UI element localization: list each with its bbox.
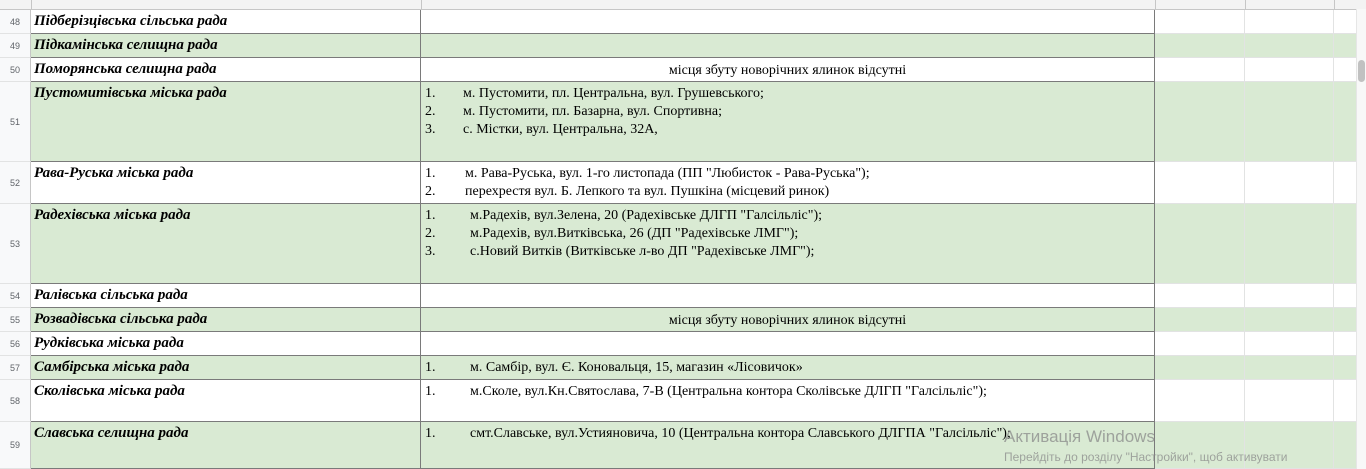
list-item bbox=[421, 183, 1154, 201]
item-text: смт.Славське, вул.Устияновича, 10 (Центральна контора Славського ДЛГПА "Галсільліс"); bbox=[470, 426, 1011, 441]
column-divider[interactable] bbox=[1334, 0, 1335, 9]
empty-cell[interactable] bbox=[1155, 356, 1245, 380]
council-name-cell[interactable] bbox=[31, 82, 421, 162]
locations-cell[interactable] bbox=[421, 10, 1155, 34]
item-number: 1. bbox=[425, 86, 436, 101]
row-number[interactable]: 50 bbox=[0, 58, 31, 82]
empty-cell[interactable] bbox=[1245, 34, 1334, 58]
item-text: м.Сколе, вул.Кн.Святослава, 7-В (Центральна контора Сколівське ДЛГП "Галсільліс"); bbox=[470, 384, 987, 399]
scrollbar-thumb[interactable] bbox=[1358, 60, 1365, 82]
empty-cell[interactable] bbox=[1155, 332, 1245, 356]
council-name: Розвадівська сільська рада bbox=[34, 311, 208, 327]
locations-cell[interactable] bbox=[421, 356, 1155, 380]
item-text: с. Містки, вул. Центральна, 32А, bbox=[463, 122, 658, 137]
locations-cell[interactable] bbox=[421, 162, 1155, 204]
item-text: с.Новий Витків (Витківське л-во ДП "Радехівське ЛМГ"); bbox=[470, 244, 815, 259]
item-number: 1. bbox=[425, 426, 436, 441]
table-row bbox=[31, 332, 1356, 356]
table-row bbox=[31, 356, 1356, 380]
row-number[interactable]: 53 bbox=[0, 204, 31, 284]
empty-cell[interactable] bbox=[1245, 308, 1334, 332]
column-header-bar bbox=[0, 0, 1366, 10]
council-name: Самбірська міська рада bbox=[34, 359, 190, 375]
council-name-cell[interactable] bbox=[31, 356, 421, 380]
item-number: 3. bbox=[425, 244, 436, 259]
row-number[interactable]: 51 bbox=[0, 82, 31, 162]
council-name-cell[interactable] bbox=[31, 58, 421, 82]
item-number: 3. bbox=[425, 122, 436, 137]
council-name-cell[interactable] bbox=[31, 284, 421, 308]
item-text: перехрестя вул. Б. Лепкого та вул. Пушкіна (місцевий ринок) bbox=[465, 184, 830, 199]
item-text: м. Пустомити, пл. Базарна, вул. Спортивна; bbox=[463, 104, 722, 119]
empty-cell[interactable] bbox=[1334, 58, 1356, 82]
locations-cell[interactable] bbox=[421, 380, 1155, 422]
row-number[interactable]: 49 bbox=[0, 34, 31, 58]
empty-cell[interactable] bbox=[1155, 284, 1245, 308]
empty-cell[interactable] bbox=[1245, 58, 1334, 82]
list-item bbox=[421, 359, 1154, 377]
list-item bbox=[421, 225, 1154, 243]
list-item bbox=[421, 103, 1154, 121]
column-divider[interactable] bbox=[1155, 0, 1156, 9]
item-text: м.Радехів, вул.Витківська, 26 (ДП "Радехівське ЛМГ"); bbox=[470, 226, 799, 241]
empty-cell[interactable] bbox=[1334, 204, 1356, 284]
empty-cell[interactable] bbox=[1334, 82, 1356, 162]
table-row bbox=[31, 82, 1356, 162]
location-list bbox=[421, 380, 1154, 401]
council-name: Сколівська міська рада bbox=[34, 383, 185, 399]
table-row bbox=[31, 10, 1356, 34]
empty-cell[interactable] bbox=[1245, 356, 1334, 380]
list-item bbox=[421, 121, 1154, 139]
row-number[interactable]: 57 bbox=[0, 356, 31, 380]
empty-cell[interactable] bbox=[1155, 380, 1245, 422]
council-name: Поморянська селищна рада bbox=[34, 61, 217, 77]
council-name: Пустомитівська міська рада bbox=[34, 85, 227, 101]
council-name: Підкамінська селищна рада bbox=[34, 37, 218, 53]
council-name: Підберізцівська сільська рада bbox=[34, 13, 228, 29]
list-item bbox=[421, 165, 1154, 183]
empty-cell[interactable] bbox=[1155, 34, 1245, 58]
council-name-cell[interactable] bbox=[31, 10, 421, 34]
table-row bbox=[31, 308, 1356, 332]
row-number[interactable]: 56 bbox=[0, 332, 31, 356]
locations-cell[interactable] bbox=[421, 82, 1155, 162]
empty-cell[interactable] bbox=[1334, 284, 1356, 308]
item-number: 1. bbox=[425, 166, 436, 181]
empty-cell[interactable] bbox=[1334, 10, 1356, 34]
empty-cell[interactable] bbox=[1245, 204, 1334, 284]
empty-cell[interactable] bbox=[1245, 380, 1334, 422]
table-row bbox=[31, 204, 1356, 284]
table-row bbox=[31, 34, 1356, 58]
table-row bbox=[31, 380, 1356, 422]
table-row bbox=[31, 58, 1356, 82]
item-number: 2. bbox=[425, 184, 436, 199]
empty-cell[interactable] bbox=[1155, 204, 1245, 284]
locations-cell[interactable] bbox=[421, 308, 1155, 332]
empty-cell[interactable] bbox=[1155, 162, 1245, 204]
list-item bbox=[421, 243, 1154, 261]
location-list bbox=[421, 82, 1154, 139]
council-name: Рава-Руська міська рада bbox=[34, 165, 194, 181]
list-item bbox=[421, 383, 1154, 401]
council-name-cell[interactable] bbox=[31, 380, 421, 422]
list-item bbox=[421, 85, 1154, 103]
row-number[interactable]: 52 bbox=[0, 162, 31, 204]
item-text: м.Радехів, вул.Зелена, 20 (Радехівське ДЛГП "Галсільліс"); bbox=[470, 208, 823, 223]
council-name-cell[interactable] bbox=[31, 204, 421, 284]
windows-activation-title: Активація Windows bbox=[1004, 427, 1155, 446]
empty-cell[interactable] bbox=[1334, 356, 1356, 380]
no-locations-text: місця збуту новорічних ялинок відсутні bbox=[668, 313, 907, 328]
location-list bbox=[421, 162, 1154, 201]
empty-cell[interactable] bbox=[1155, 82, 1245, 162]
table-row bbox=[31, 162, 1356, 204]
windows-activation-subtitle: Перейдіть до розділу "Настройки", щоб активувати bbox=[1004, 450, 1288, 464]
council-name-cell[interactable] bbox=[31, 162, 421, 204]
row-number[interactable]: 59 bbox=[0, 422, 31, 469]
empty-cell[interactable] bbox=[1334, 332, 1356, 356]
location-list bbox=[421, 356, 1154, 377]
council-name: Ралівська сільська рада bbox=[34, 287, 188, 303]
row-number[interactable]: 58 bbox=[0, 380, 31, 422]
council-name: Рудківська міська рада bbox=[34, 335, 184, 351]
council-name: Славська селищна рада bbox=[34, 425, 189, 441]
column-divider[interactable] bbox=[421, 0, 422, 9]
column-divider[interactable] bbox=[1245, 0, 1246, 9]
row-number[interactable]: 54 bbox=[0, 284, 31, 308]
locations-cell[interactable] bbox=[421, 332, 1155, 356]
table-row bbox=[31, 284, 1356, 308]
locations-cell[interactable] bbox=[421, 34, 1155, 58]
item-number: 1. bbox=[425, 384, 436, 399]
locations-cell[interactable] bbox=[421, 58, 1155, 82]
empty-cell[interactable] bbox=[1155, 58, 1245, 82]
council-name-cell[interactable] bbox=[31, 422, 421, 469]
item-number: 1. bbox=[425, 208, 436, 223]
empty-cell[interactable] bbox=[1245, 10, 1334, 34]
item-text: м. Пустомити, пл. Центральна, вул. Грушевського; bbox=[463, 86, 764, 101]
empty-cell[interactable] bbox=[1245, 332, 1334, 356]
empty-cell[interactable] bbox=[1334, 308, 1356, 332]
item-number: 2. bbox=[425, 226, 436, 241]
no-locations-text: місця збуту новорічних ялинок відсутні bbox=[668, 63, 907, 78]
empty-cell[interactable] bbox=[1245, 162, 1334, 204]
row-number[interactable]: 48 bbox=[0, 10, 31, 34]
empty-cell[interactable] bbox=[1245, 284, 1334, 308]
locations-cell[interactable] bbox=[421, 204, 1155, 284]
empty-cell[interactable] bbox=[1155, 308, 1245, 332]
empty-cell[interactable] bbox=[1334, 380, 1356, 422]
empty-cell[interactable] bbox=[1334, 162, 1356, 204]
locations-cell[interactable] bbox=[421, 284, 1155, 308]
location-list bbox=[421, 204, 1154, 261]
council-name-cell[interactable] bbox=[31, 308, 421, 332]
column-divider[interactable] bbox=[31, 0, 32, 9]
empty-cell[interactable] bbox=[1155, 10, 1245, 34]
council-name-cell[interactable] bbox=[31, 34, 421, 58]
item-number: 2. bbox=[425, 104, 436, 119]
empty-cell[interactable] bbox=[1334, 422, 1356, 469]
council-name-cell[interactable] bbox=[31, 332, 421, 356]
item-text: м. Рава-Руська, вул. 1-го листопада (ПП "Любисток - Рава-Руська"); bbox=[465, 166, 870, 181]
council-name: Радехівська міська рада bbox=[34, 207, 191, 223]
row-number[interactable]: 55 bbox=[0, 308, 31, 332]
item-number: 1. bbox=[425, 360, 436, 375]
list-item bbox=[421, 207, 1154, 225]
item-text: м. Самбір, вул. Є. Коновальця, 15, магазин «Лісовичок» bbox=[470, 360, 803, 375]
empty-cell[interactable] bbox=[1334, 34, 1356, 58]
empty-cell[interactable] bbox=[1245, 82, 1334, 162]
